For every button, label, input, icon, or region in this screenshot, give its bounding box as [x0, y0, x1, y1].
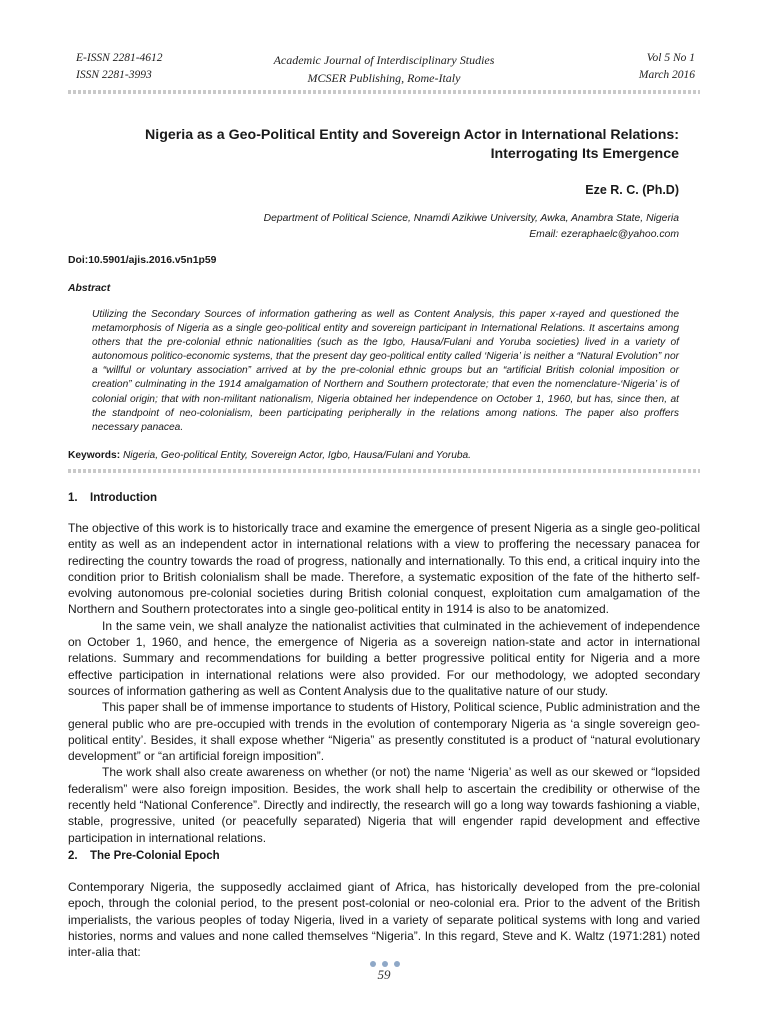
- volume: Vol 5 No 1: [646, 52, 695, 64]
- keywords-label: Keywords:: [68, 450, 121, 461]
- journal-name: Academic Journal of Interdisciplinary Studies: [273, 53, 495, 67]
- publisher: MCSER Publishing, Rome-Italy: [307, 71, 461, 85]
- paragraph: In the same vein, we shall analyze the nationalist activities that culminated in the achievement of independence on October 1, 1960, and hence, the emergence of Nigeria as a sovereign nation-state and actor in international relations. Summary and recommendations for building a better progressive political entity for Nigeria and a more effective participation in international relations were also provided. For our methodology, we adopted secondary sources of information gathering as well as Content Analysis due to the qualitative nature of our study.: [68, 618, 700, 698]
- running-header: [68, 48, 700, 88]
- paragraph: The objective of this work is to historically trace and examine the emergence of present Nigeria as a single geo-political entity as well as an independent actor in international relations with a view to proffering the necessary panacea for redirecting the country towards the road of progress, nationally and internationally. To this end, a critical inquiry into the condition prior to British colonialism shall be made. Therefore, a systematic exposition of the fate of the hitherto self-evolving autonomous pre-colonial societies during British colonial conquest, exploitation cum amalgamation of the Northern and Southern protectorates into a single geo-political entity in 1914 is also to be anatomized.: [68, 521, 700, 617]
- author-email: Email: ezeraphaelc@yahoo.com: [529, 229, 679, 240]
- journal-block: [68, 51, 700, 87]
- section-number: 1.: [68, 492, 78, 504]
- section-heading-pre-colonial: [68, 850, 220, 862]
- keywords-line: [68, 450, 700, 461]
- issue-date: March 2016: [638, 69, 695, 81]
- paper-title: [79, 126, 679, 164]
- header-divider: [68, 90, 700, 94]
- abstract-divider: [68, 469, 700, 473]
- section-heading-introduction: [68, 492, 157, 504]
- section-title: Introduction: [90, 492, 158, 504]
- paragraph: Contemporary Nigeria, the supposedly acclaimed giant of Africa, has historically developed from the pre-colonial epoch, through the colonial period, to the present post-colonial or neo-colonial era. Prior to the advent of the British imperialists, the various peoples of today Nigeria, lived in a variety of separate political systems with long and varied histories, norms and values and none called themselves “Nigeria”. In this regard, Steve and K. Waltz (1971:281) noted inter-alia that:: [68, 880, 700, 960]
- paragraph: This paper shall be of immense importance to students of History, Political science, Public administration and the general public who are pre-occupied with trends in the evolution of contemporary Nigeria as ‘a single sovereign geo-political entity’. Besides, it shall expose whether “Nigeria” as presently constituted is a product of “natural evolutionary development” or “an artificial foreign imposition”.: [68, 700, 700, 764]
- title-line-1: Nigeria as a Geo-Political Entity and Sovereign Actor in International Relations:: [145, 127, 679, 143]
- issue-block: [639, 50, 695, 84]
- page-number: 59: [377, 967, 391, 982]
- issn: ISSN 2281-3993: [76, 69, 152, 81]
- author-name: Eze R. C. (Ph.D): [585, 183, 679, 197]
- affiliation: Department of Political Science, Nnamdi Azikiwe University, Awka, Anambra State, Nigeria: [263, 213, 679, 224]
- keywords-value: Nigeria, Geo-political Entity, Sovereign Actor, Igbo, Hausa/Fulani and Yoruba.: [122, 450, 472, 461]
- pre-colonial-body: [68, 879, 700, 960]
- abstract-text: Utilizing the Secondary Sources of information gathering as well as Content Analysis, this paper x-rayed and questioned the metamorphosis of Nigeria as a single geo-political entity and sovereign participant in International Relations. It ascertains among others that the pre-colonial ethnic nationalities (such as the Igbo, Hausa/Fulani and Yoruba societies) lived in a variety of autonomous politico-economic systems, that the present day geo-political entity called ‘Nigeria’ is neither a “Natural Evolution” nor a “willful or voluntary association” arrived at by the pre-colonial ethnic groups but an “artificial British colonial imposition or creation” culminating in the 1914 amalgamation of Northern and Southern protectorate; that even the nomenclature-‘Nigeria’ is of colonial origin; that with non-militant nationalism, Nigeria obtained her independence on October 1, 1960, but has, since then, at the standpoint of neo-colonialism, been participating peripherally in the relations among nations. The paper also proffers necessary panacea.: [92, 309, 679, 433]
- introduction-body: [68, 520, 700, 846]
- section-number: 2.: [68, 850, 78, 862]
- section-title: The Pre-Colonial Epoch: [90, 850, 220, 862]
- doi: Doi:10.5901/ajis.2016.v5n1p59: [68, 255, 217, 266]
- paragraph: The work shall also create awareness on whether (or not) the name ‘Nigeria’ as well as our skewed or “lopsided federalism” were also foreign imposition. Besides, the work shall help to ascertain the credibility or otherwise of the recently held “National Conference”. Directly and indirectly, the research will go a long way towards fashioning a viable, stable, progressive, united (or peacefully separated) Nigeria that will engender rapid development and effective participation in international relations.: [68, 765, 700, 845]
- affiliation-block: [264, 211, 679, 243]
- abstract-heading: Abstract: [68, 283, 111, 294]
- title-line-2: Interrogating Its Emergence: [490, 146, 679, 162]
- eissn: E-ISSN 2281-4612: [76, 52, 163, 64]
